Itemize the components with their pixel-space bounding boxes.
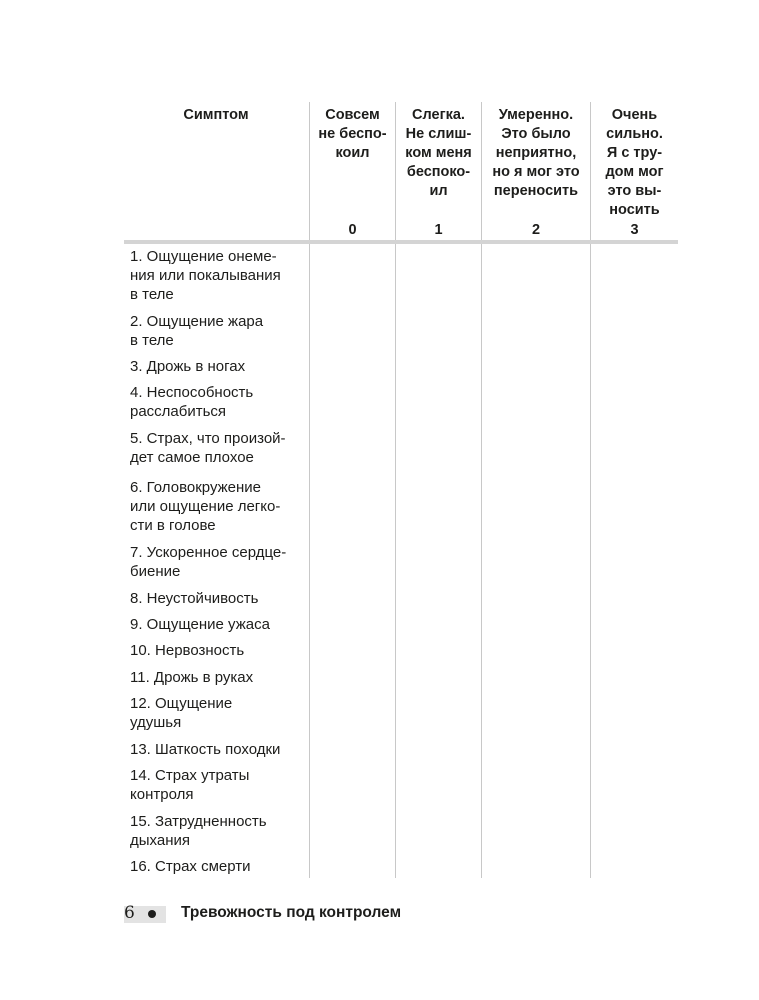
symptom-column-header: Симптом	[183, 107, 249, 123]
symptom-row: 6. Головокружение или ощущение легко- сти в голове	[130, 479, 281, 534]
symptom-row: 9. Ощущение ужаса	[130, 616, 270, 633]
symptom-row: 1. Ощущение онеме- ния или покалывания в теле	[130, 248, 281, 303]
symptom-row: 3. Дрожь в ногах	[130, 358, 246, 375]
symptom-row: 4. Неспособность расслабиться	[130, 384, 254, 420]
symptom-row: 7. Ускоренное сердце- биение	[130, 544, 287, 580]
symptom-row: 2. Ощущение жара в теле	[130, 313, 264, 349]
symptom-row: 13. Шаткость походки	[130, 741, 281, 758]
symptom-row: 11. Дрожь в руках	[130, 669, 254, 686]
column-header-2: Умеренно. Это было неприятно, но я мог это переносить	[492, 107, 580, 199]
page-number: 6	[124, 903, 135, 923]
symptom-row: 15. Затрудненность дыхания	[130, 813, 267, 849]
symptom-row: 16. Страх смерти	[130, 858, 251, 875]
header-rule	[124, 240, 678, 244]
column-divider	[395, 102, 396, 878]
symptom-row: 10. Нервозность	[130, 642, 245, 659]
symptom-row: 8. Неустойчивость	[130, 590, 259, 607]
score-label-2: 2	[531, 222, 541, 238]
score-label-1: 1	[434, 222, 443, 238]
score-label-3: 3	[630, 222, 639, 238]
symptom-row: 5. Страх, что произой- дет самое плохое	[130, 430, 286, 466]
column-header-3: Очень сильно. Я с тру- дом мог это вы- носить	[605, 107, 664, 218]
column-divider	[309, 102, 310, 878]
symptom-row: 14. Страх утраты контроля	[130, 767, 250, 803]
column-header-0: Совсем не беспо- коил	[318, 107, 387, 161]
score-label-0: 0	[348, 222, 357, 238]
running-book-title: Тревожность под контролем	[181, 904, 402, 921]
symptom-row: 12. Ощущение удушья	[130, 695, 233, 731]
column-divider	[481, 102, 482, 878]
column-header-1: Слегка. Не слиш- ком меня беспоко- ил	[405, 107, 472, 199]
bullet-dot-icon	[148, 910, 156, 918]
